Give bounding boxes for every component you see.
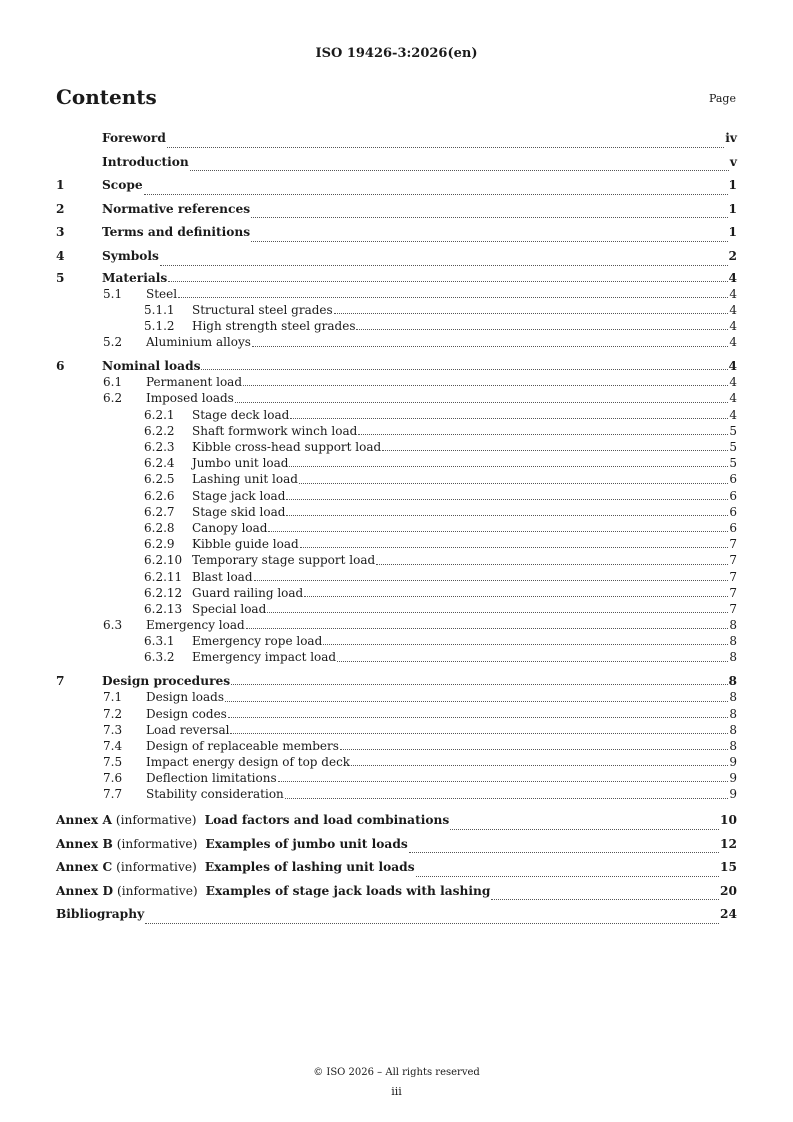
annex-page: 20 — [720, 883, 737, 898]
toc-entry[interactable] — [56, 706, 737, 722]
toc-entry-page: 6 — [729, 504, 737, 519]
annex-entry[interactable] — [56, 834, 737, 858]
dot-leader — [289, 456, 728, 467]
toc-entry-page: 7 — [729, 537, 737, 552]
toc-entry-title: Introduction — [102, 154, 189, 169]
annex-entry[interactable] — [56, 810, 737, 834]
annex-label: Annex A — [56, 813, 112, 828]
annex-title: Examples of stage jack loads with lashing — [205, 883, 491, 898]
toc-entry-page: 7 — [729, 585, 737, 600]
dot-leader — [299, 473, 728, 484]
dot-leader — [246, 618, 729, 629]
toc-entry-title: Scope — [102, 178, 143, 193]
toc-entry-title: Lashing unit load — [192, 472, 298, 487]
toc-entry-number: 6.2.3 — [144, 440, 175, 455]
toc-entry-title: Structural steel grades — [192, 303, 333, 318]
dot-leader — [290, 408, 728, 419]
dot-leader — [304, 586, 728, 597]
annex-label: Annex C — [56, 860, 113, 875]
toc-entry[interactable] — [56, 488, 737, 504]
dot-leader — [416, 866, 719, 877]
toc-entry-title: Special load — [192, 601, 267, 616]
copyright-notice: © ISO 2026 – All rights reserved — [313, 1067, 480, 1078]
dot-leader — [251, 207, 727, 218]
toc-entry-title: Kibble cross-head support load — [192, 440, 382, 455]
toc-entry-title: Deflection limitations — [146, 771, 277, 786]
toc-entry-page: 7 — [729, 601, 737, 616]
page-column-label: Page — [708, 92, 736, 105]
toc-entry[interactable] — [56, 569, 737, 585]
bibliography-page: 24 — [720, 907, 737, 922]
dot-leader — [267, 602, 728, 613]
dot-leader — [382, 440, 728, 451]
bibliography-entry[interactable] — [56, 904, 737, 928]
dot-leader — [168, 271, 727, 282]
toc-entry-page: 1 — [728, 201, 737, 216]
toc-entry-number: 6 — [56, 359, 65, 373]
dot-leader — [167, 137, 724, 148]
toc-entry-title: Shaft formwork winch load — [192, 423, 358, 438]
toc-entry-title: Canopy load — [192, 520, 268, 535]
toc-entry-number: 6.3.1 — [144, 634, 175, 649]
toc-entry[interactable] — [56, 786, 737, 802]
toc-entry[interactable] — [56, 358, 737, 374]
dot-leader — [285, 788, 729, 799]
toc-entry[interactable] — [56, 152, 737, 176]
toc-entry-page: 2 — [728, 248, 737, 263]
annex-label: Annex D — [56, 883, 114, 898]
toc-entry-page: 4 — [729, 375, 737, 390]
toc-entry[interactable] — [56, 318, 737, 334]
toc-entry-page: 8 — [729, 738, 737, 753]
toc-entry-page: iv — [725, 131, 737, 145]
toc-entry-title: Stage deck load — [192, 407, 290, 422]
toc-entry[interactable] — [56, 738, 737, 754]
toc-entry[interactable] — [56, 374, 737, 390]
toc-entry[interactable] — [56, 222, 737, 246]
toc-entry[interactable] — [56, 722, 737, 738]
annex-kind: (informative) — [117, 883, 198, 898]
dot-leader — [323, 634, 728, 645]
annex-page: 15 — [720, 860, 737, 875]
dot-leader — [300, 537, 729, 548]
toc-entry-page: 8 — [729, 690, 737, 705]
toc-entry[interactable] — [56, 585, 737, 601]
toc-entry-page: 4 — [729, 407, 737, 422]
toc-entry-number: 6.2.9 — [144, 537, 175, 552]
toc-entry-title: Temporary stage support load — [192, 553, 376, 568]
toc-entry-title: Emergency rope load — [192, 634, 323, 649]
toc-entry-number: 7.4 — [103, 738, 123, 753]
dot-leader — [376, 554, 728, 565]
toc-entry-page: 5 — [729, 440, 737, 455]
toc-entry[interactable] — [56, 270, 737, 286]
toc-entry[interactable] — [56, 770, 737, 786]
toc-entry-number: 6.2.13 — [144, 601, 183, 616]
toc-entry[interactable] — [56, 536, 737, 552]
toc-entry-page: 7 — [729, 553, 737, 568]
annex-title: Examples of lashing unit loads — [204, 860, 415, 875]
dot-leader — [252, 336, 728, 347]
toc-entry-number: 6.2.12 — [144, 585, 183, 600]
toc-entry-number: 5.1 — [103, 286, 123, 301]
toc-entry-title: Design procedures — [102, 674, 231, 689]
toc-entry[interactable] — [56, 390, 737, 406]
dot-leader — [450, 819, 719, 830]
dot-leader — [268, 521, 728, 532]
toc-entry-title: Terms and definitions — [102, 225, 251, 240]
toc-entry[interactable] — [56, 175, 737, 199]
annex-title: Examples of jumbo unit loads — [205, 836, 408, 851]
toc-entry-page: 4 — [729, 319, 737, 334]
annex-page: 12 — [720, 836, 737, 851]
toc-entry[interactable] — [56, 504, 737, 520]
annex-kind: (informative) — [116, 836, 198, 851]
toc-entry-number: 7 — [56, 674, 65, 689]
toc-entry-page: 8 — [729, 634, 737, 649]
toc-entry-page: 5 — [729, 423, 737, 438]
dot-leader — [409, 842, 719, 853]
annex-kind: (informative) — [115, 813, 197, 828]
toc-entry-page: 4 — [728, 359, 737, 373]
bibliography-title: Bibliography — [56, 907, 145, 922]
toc-entry-page: v — [729, 154, 737, 169]
toc-entry-title: Impact energy design of top deck — [146, 755, 351, 770]
toc-entry-title: Load reversal — [146, 722, 230, 737]
dot-leader — [190, 160, 729, 171]
toc-entry-number: 6.3 — [103, 618, 123, 633]
annex-label: Annex B — [56, 836, 113, 851]
toc-entry-title: Blast load — [192, 569, 253, 584]
toc-entry-number: 6.2 — [103, 391, 123, 406]
toc-entry-title: High strength steel grades — [192, 319, 356, 334]
toc-entry[interactable] — [56, 246, 737, 270]
toc-entry-title: Guard railing load — [192, 585, 304, 600]
dot-leader — [358, 424, 728, 435]
toc-entry[interactable] — [56, 471, 737, 487]
toc-entry[interactable] — [56, 633, 737, 649]
toc-entry-number: 7.6 — [103, 771, 123, 786]
toc-entry-page: 9 — [729, 787, 737, 802]
toc-entry[interactable] — [56, 334, 737, 350]
dot-leader — [334, 303, 729, 314]
toc-entry[interactable] — [56, 689, 737, 705]
toc-entry-number: 5.1.2 — [144, 319, 175, 334]
toc-entry-page: 4 — [729, 286, 737, 301]
toc-entry-number: 6.2.2 — [144, 423, 175, 438]
toc-entry-title: Stability consideration — [146, 787, 284, 802]
toc-entry-title: Design loads — [146, 690, 224, 705]
toc-entry[interactable] — [56, 439, 737, 455]
toc-entry[interactable] — [56, 407, 737, 423]
toc-entry-page: 8 — [728, 674, 737, 689]
toc-entry-number: 1 — [56, 178, 65, 193]
toc-entry-number: 6.2.11 — [144, 569, 183, 584]
toc-entry-page: 5 — [729, 456, 737, 471]
toc-entry-page: 8 — [729, 722, 737, 737]
toc-entry[interactable] — [56, 673, 737, 689]
toc-entry-number: 6.2.5 — [144, 472, 175, 487]
toc-entry-title: Emergency load — [146, 618, 245, 633]
dot-leader — [144, 184, 728, 195]
page-number: iii — [391, 1085, 402, 1098]
toc-entry[interactable] — [56, 199, 737, 223]
toc-entry-number: 7.7 — [103, 787, 123, 802]
toc-entry[interactable] — [56, 617, 737, 633]
toc-entry-number: 6.2.7 — [144, 504, 175, 519]
toc-entry-title: Symbols — [102, 248, 159, 263]
dot-leader — [160, 255, 728, 266]
toc-entry[interactable] — [56, 552, 737, 568]
toc-entry-page: 1 — [728, 178, 737, 193]
toc-entry-number: 3 — [56, 225, 65, 240]
toc-entry-page: 4 — [729, 303, 737, 318]
toc-entry-title: Normative references — [102, 201, 251, 216]
table-of-contents — [56, 128, 737, 928]
toc-entry-number: 6.2.8 — [144, 520, 175, 535]
toc-entry[interactable] — [56, 754, 737, 770]
toc-entry-title: Kibble guide load — [192, 537, 299, 552]
toc-entry[interactable] — [56, 302, 737, 318]
toc-entry-title: Jumbo unit load — [192, 456, 289, 471]
dot-leader — [251, 231, 727, 242]
dot-leader — [254, 570, 729, 581]
annex-entry[interactable] — [56, 857, 737, 881]
annex-kind: (informative) — [116, 860, 197, 875]
annex-entry[interactable] — [56, 881, 737, 905]
toc-entry-number: 6.2.1 — [144, 407, 175, 422]
toc-entry-number: 7.1 — [103, 690, 123, 705]
toc-entry-title: Materials — [102, 270, 168, 285]
toc-entry-page: 4 — [729, 335, 737, 350]
dot-leader — [235, 392, 729, 403]
toc-entry-number: 6.2.6 — [144, 488, 175, 503]
toc-entry[interactable] — [56, 601, 737, 617]
dot-leader — [340, 739, 728, 750]
dot-leader — [286, 489, 728, 500]
toc-entry-title: Steel — [146, 286, 178, 301]
toc-entry-number: 4 — [56, 248, 65, 263]
dot-leader — [145, 913, 719, 924]
contents-heading: Contents — [56, 85, 157, 109]
toc-entry-number: 7.3 — [103, 722, 123, 737]
document-id: ISO 19426-3:2026(en) — [315, 46, 478, 61]
toc-entry-page: 8 — [729, 706, 737, 721]
dot-leader — [351, 755, 728, 766]
toc-entry-title: Design codes — [146, 706, 227, 721]
toc-entry-page: 4 — [728, 270, 737, 285]
toc-entry-title: Nominal loads — [102, 359, 201, 373]
toc-entry[interactable] — [56, 649, 737, 665]
toc-entry-page: 9 — [729, 755, 737, 770]
toc-entry-title: Stage jack load — [192, 488, 286, 503]
dot-leader — [243, 375, 728, 386]
toc-entry-number: 7.5 — [103, 755, 123, 770]
toc-entry-page: 4 — [729, 391, 737, 406]
toc-entry-number: 6.1 — [103, 375, 123, 390]
toc-entry[interactable] — [56, 286, 737, 302]
toc-entry-number: 5 — [56, 270, 65, 285]
annex-page: 10 — [720, 813, 737, 828]
toc-entry-title: Emergency impact load — [192, 650, 337, 665]
annex-title: Load factors and load combinations — [204, 813, 450, 828]
toc-entry-page: 9 — [729, 771, 737, 786]
toc-entry-page: 8 — [729, 650, 737, 665]
dot-leader — [231, 674, 727, 685]
toc-entry[interactable] — [56, 423, 737, 439]
toc-entry-title: Foreword — [102, 131, 166, 145]
toc-entry-title: Permanent load — [146, 375, 242, 390]
dot-leader — [225, 691, 728, 702]
dot-leader — [491, 889, 719, 900]
toc-entry-number: 5.2 — [103, 335, 123, 350]
toc-entry-number: 5.1.1 — [144, 303, 175, 318]
toc-entry-page: 7 — [729, 569, 737, 584]
dot-leader — [356, 319, 728, 330]
toc-entry[interactable] — [56, 128, 737, 152]
toc-entry-title: Design of replaceable members — [146, 738, 339, 753]
dot-leader — [230, 723, 728, 734]
toc-entry-number: 6.3.2 — [144, 650, 175, 665]
toc-entry-page: 8 — [729, 618, 737, 633]
toc-entry-number: 6.2.4 — [144, 456, 175, 471]
toc-entry-page: 6 — [729, 488, 737, 503]
dot-leader — [228, 707, 729, 718]
dot-leader — [286, 505, 728, 516]
toc-entry-title: Imposed loads — [146, 391, 234, 406]
toc-entry-title: Stage skid load — [192, 504, 286, 519]
toc-entry-number: 6.2.10 — [144, 553, 183, 568]
toc-entry[interactable] — [56, 455, 737, 471]
toc-entry-number: 2 — [56, 201, 65, 216]
dot-leader — [278, 771, 729, 782]
toc-entry-page: 1 — [728, 225, 737, 240]
dot-leader — [337, 651, 728, 662]
dot-leader — [178, 287, 728, 298]
toc-entry-title: Aluminium alloys — [146, 335, 251, 350]
dot-leader — [201, 359, 727, 370]
toc-entry-number: 7.2 — [103, 706, 123, 721]
toc-entry-page: 6 — [729, 520, 737, 535]
toc-entry[interactable] — [56, 520, 737, 536]
toc-entry-page: 6 — [729, 472, 737, 487]
